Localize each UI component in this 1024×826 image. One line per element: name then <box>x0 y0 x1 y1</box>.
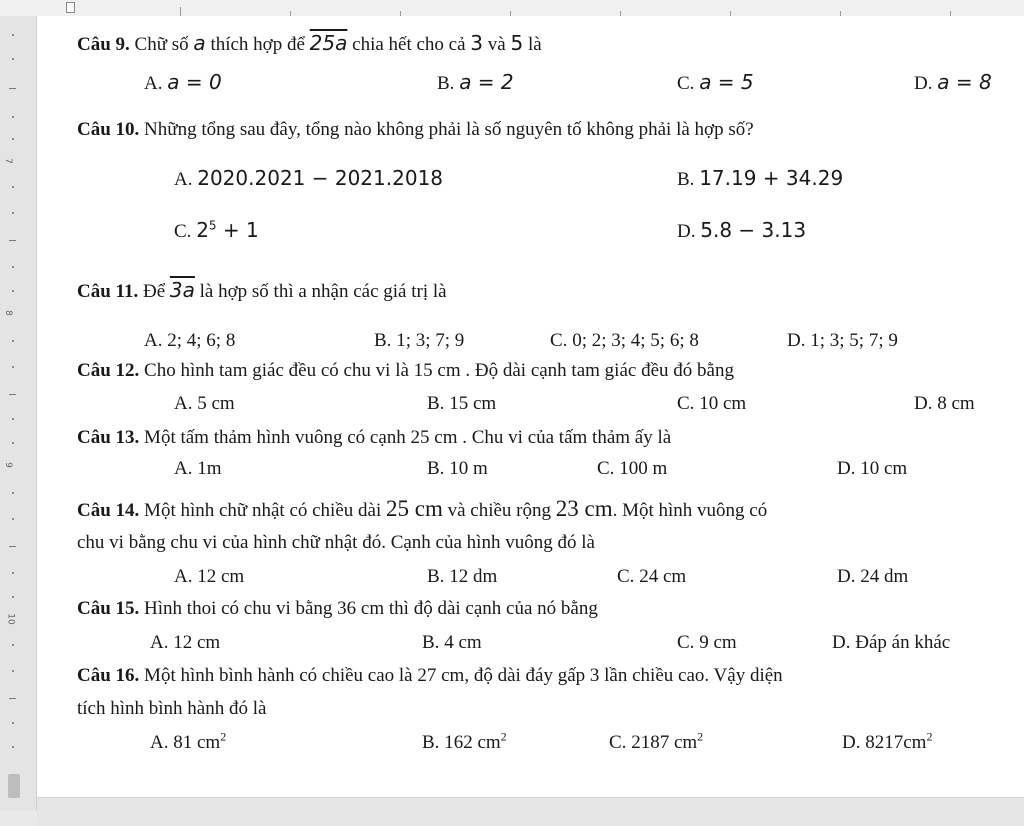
q14-option-c[interactable]: C. 24 cm <box>617 566 687 587</box>
ruler-dot <box>12 34 14 36</box>
ruler-dash <box>9 240 16 241</box>
q11-option-b[interactable]: B. 1; 3; 7; 9 <box>374 330 465 351</box>
page-gap <box>37 797 1024 826</box>
ruler-dot <box>12 572 14 574</box>
q12-option-d[interactable]: D. 8 cm <box>914 393 975 414</box>
ruler-dot <box>12 212 14 214</box>
q12-option-a[interactable]: A. 5 cm <box>174 393 235 414</box>
q10-option-b[interactable]: B. 17.19 + 34.29 <box>677 166 844 190</box>
question-14-stem: Câu 14. Một hình chữ nhật có chiều dài 25 cm và chiều rộng 23 cm. Một hình vuông có <box>77 496 768 521</box>
vertical-ruler[interactable] <box>0 16 37 811</box>
question-16-stem: Câu 16. Một hình bình hành có chiều cao là 27 cm, độ dài đáy gấp 3 lần chiều cao. Vậy diện <box>77 665 783 686</box>
question-13-stem: Câu 13. Một tấm thảm hình vuông có cạnh 25 cm . Chu vi của tấm thảm ấy là <box>77 427 672 448</box>
q13-option-a[interactable]: A. 1m <box>174 458 222 479</box>
q12-option-b[interactable]: B. 15 cm <box>427 393 497 414</box>
question-14-stem-line2: chu vi bằng chu vi của hình chữ nhật đó. Cạnh của hình vuông đó là <box>77 532 595 553</box>
q14-option-d[interactable]: D. 24 dm <box>837 566 909 587</box>
q15-option-d[interactable]: D. Đáp án khác <box>832 632 951 653</box>
ruler-dot <box>12 340 14 342</box>
ruler-scroll-thumb[interactable] <box>8 774 20 798</box>
ruler-dash <box>9 546 16 547</box>
q16-option-a[interactable]: A. 81 $cm^2$ <box>150 729 227 753</box>
q11-option-c[interactable]: C. 0; 2; 3; 4; 5; 6; 8 <box>550 330 699 351</box>
ruler-number: 9 <box>2 462 13 468</box>
ruler-number: 8 <box>2 310 13 316</box>
q9-option-c[interactable]: C. a = 5 <box>677 70 754 94</box>
question-10-stem: Câu 10. Những tổng sau đây, tổng nào không phải là số nguyên tố không phải là hợp số? <box>77 119 754 140</box>
ruler-dot <box>12 722 14 724</box>
ruler-dot <box>12 644 14 646</box>
ruler-dot <box>12 746 14 748</box>
q11-option-d[interactable]: D. 1; 3; 5; 7; 9 <box>787 330 898 351</box>
ruler-number: 10 <box>5 613 16 625</box>
question-9-stem: Câu 9. Chữ số a thích hợp để 25a chia hết cho cả 3 và 5 là <box>77 31 542 55</box>
q13-option-d[interactable]: D. 10 cm <box>837 458 908 479</box>
q11-option-a[interactable]: A. 2; 4; 6; 8 <box>144 330 236 351</box>
q16-option-d[interactable]: D. $8217cm^2$ <box>842 729 933 753</box>
question-16-stem-line2: tích hình bình hành đó là <box>77 698 267 719</box>
q13-option-b[interactable]: B. 10 m <box>427 458 488 479</box>
ruler-dot <box>12 58 14 60</box>
ruler-dot <box>12 116 14 118</box>
q10-option-c[interactable]: C. $2^5 + 1$ <box>174 218 259 242</box>
ruler-tick <box>180 7 181 16</box>
ruler-dot <box>12 366 14 368</box>
ruler-dash <box>9 88 16 89</box>
ruler-dot <box>12 518 14 520</box>
q9-option-a[interactable]: A. a = 0 <box>144 70 222 94</box>
ruler-number: 7 <box>2 158 13 164</box>
q15-option-a[interactable]: A. 12 cm <box>150 632 221 653</box>
ruler-dot <box>12 138 14 140</box>
q10-option-a[interactable]: A. 2020.2021 − 2021.2018 <box>174 166 444 190</box>
q9-option-d[interactable]: D. a = 8 <box>914 70 992 94</box>
q12-option-c[interactable]: C. 10 cm <box>677 393 747 414</box>
ruler-dot <box>12 266 14 268</box>
ruler-dot <box>12 442 14 444</box>
ruler-dot <box>12 492 14 494</box>
question-12-stem: Câu 12. Cho hình tam giác đều có chu vi là 15 cm . Độ dài cạnh tam giác đều đó bằng <box>77 360 734 381</box>
q15-option-c[interactable]: C. 9 cm <box>677 632 737 653</box>
indent-marker-icon[interactable] <box>66 2 75 13</box>
ruler-dot <box>12 418 14 420</box>
question-11-stem: Câu 11. Để 3a là hợp số thì a nhận các giá trị là <box>77 278 447 302</box>
question-15-stem: Câu 15. Hình thoi có chu vi bằng 36 cm thì độ dài cạnh của nó bằng <box>77 598 598 619</box>
q13-option-c[interactable]: C. 100 m <box>597 458 668 479</box>
q16-option-b[interactable]: B. 162 $cm^2$ <box>422 729 507 753</box>
ruler-dash <box>9 394 16 395</box>
ruler-dot <box>12 670 14 672</box>
q14-option-b[interactable]: B. 12 dm <box>427 566 498 587</box>
ruler-dash <box>9 698 16 699</box>
ruler-dot <box>12 596 14 598</box>
q16-option-c[interactable]: C. 2187 $cm^2$ <box>609 729 704 753</box>
ruler-dot <box>12 290 14 292</box>
ruler-dot <box>12 186 14 188</box>
q15-option-b[interactable]: B. 4 cm <box>422 632 482 653</box>
q9-option-b[interactable]: B. a = 2 <box>437 70 514 94</box>
q14-option-a[interactable]: A. 12 cm <box>174 566 245 587</box>
document-page[interactable] <box>37 16 1024 797</box>
q10-option-d[interactable]: D. 5.8 − 3.13 <box>677 218 807 242</box>
horizontal-ruler[interactable] <box>0 0 1024 17</box>
